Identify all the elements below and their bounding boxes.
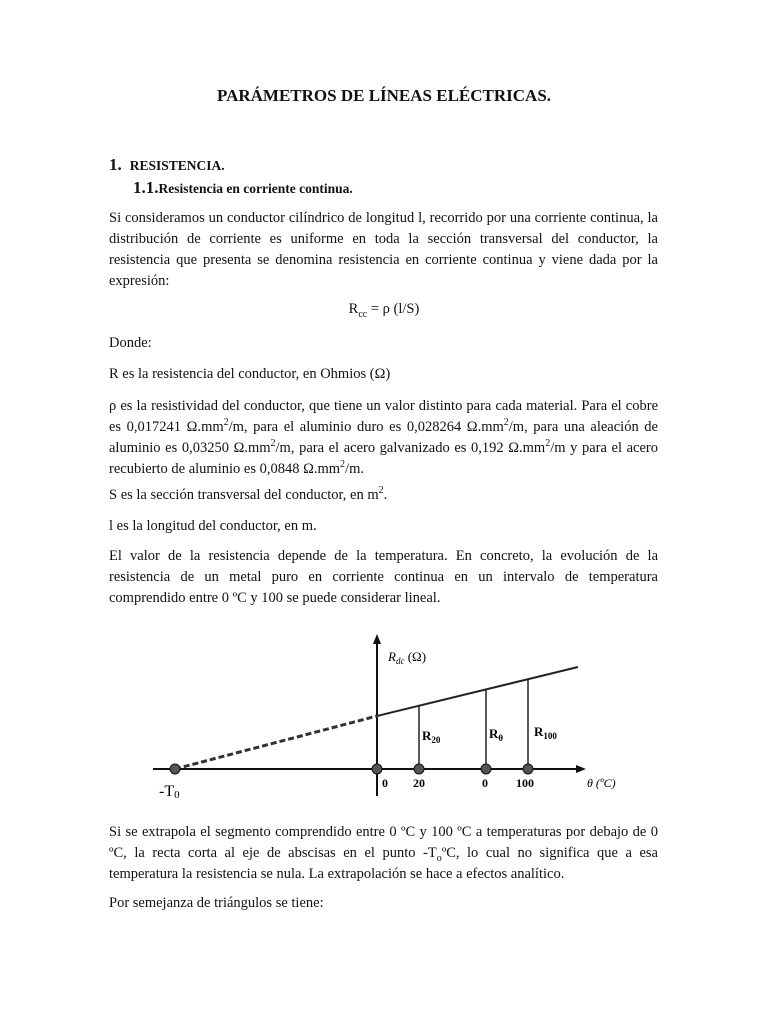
point-100 — [523, 764, 533, 774]
section-title: RESISTENCIA. — [129, 158, 225, 173]
point-theta — [481, 764, 491, 774]
resistance-equation: $R_{cc} = \rho$ (l/S) — [348, 301, 420, 320]
definition-r: R es la resistencia del conductor, en Ohmios (Ω) — [109, 366, 391, 382]
tick-label-20: 20 — [413, 776, 425, 790]
rtheta-label: $R_\theta$ — [489, 726, 504, 743]
document-title: PARÁMETROS DE LÍNEAS ELÉCTRICAS. — [216, 86, 552, 105]
resistance-temperature-diagram — [145, 628, 665, 813]
y-axis-arrow — [373, 634, 381, 644]
section-heading — [109, 155, 225, 175]
resistance-line — [377, 667, 578, 716]
tick-label-100: 100 — [516, 776, 534, 790]
tick-label-theta: 0 — [482, 776, 488, 790]
definition-rho: ρ es la resistividad del conductor, que tiene un valor distinto para cada material. Para el cobre es 0,017241 $\Omega.mm^2/m$, para el aluminio duro es 0,028264 $\Omega.mm^2/m$, para una aleación de aluminio es 0,03250 $\Omega.mm^2/m$, para el acero galvanizado es 0,192 $\Omega.mm^2/m$ y para el acero recubierto de aluminio es 0,0848 $\Omega.mm^2/m$. — [109, 398, 658, 477]
section-number: 1. — [109, 155, 122, 174]
donde-label: Donde: — [109, 335, 152, 351]
r20-label: $R_{20}$ — [422, 728, 441, 745]
t0-label: -T0 — [159, 783, 180, 801]
x-axis-label: θ (ºC) — [587, 776, 616, 790]
origin-point — [372, 764, 382, 774]
similarity-paragraph: Por semejanza de triángulos se tiene: — [109, 895, 324, 911]
definition-l: l es la longitud del conductor, en m. — [109, 518, 317, 534]
tick-label-0: 0 — [382, 776, 388, 790]
r100-label: $R_{100}$ — [534, 724, 557, 741]
intro-paragraph: Si consideramos un conductor cilíndrico de longitud l, recorrido por una corriente continua, la distribución de corriente es uniforme en toda la sección transversal del conductor, la resistencia que presenta se denomina resistencia en corriente continua y viene dada por la expresión: — [109, 210, 658, 289]
subsection-title: Resistencia en corriente continua. — [158, 181, 353, 196]
temperature-paragraph: El valor de la resistencia depende de la temperatura. En concreto, la evolución de la resistencia de un metal puro en corriente continua en un intervalo de temperatura comprendido entre 0 ºC y 100 se puede considerar lineal. — [109, 548, 658, 606]
x-axis-arrow — [576, 765, 586, 773]
definition-s: S es la sección transversal del conductor, en $m^2$. — [109, 485, 388, 503]
extrapolation-line — [175, 716, 377, 769]
subsection-number: 1.1. — [133, 178, 159, 197]
subsection-heading — [133, 178, 353, 198]
t0-point — [170, 764, 180, 774]
y-axis-label: $R_{dc}$ (Ω) — [388, 649, 427, 666]
extrapolation-paragraph: Si se extrapola el segmento comprendido entre 0 ºC y 100 ºC a temperaturas por debajo de 0 ºC, la recta corta al eje de abscisas en el punto $-T_oºC$, lo cual no significa que a esa temperatura la resistencia se nula. La extrapolación se hace a efectos analítico. — [109, 824, 658, 882]
point-20 — [414, 764, 424, 774]
